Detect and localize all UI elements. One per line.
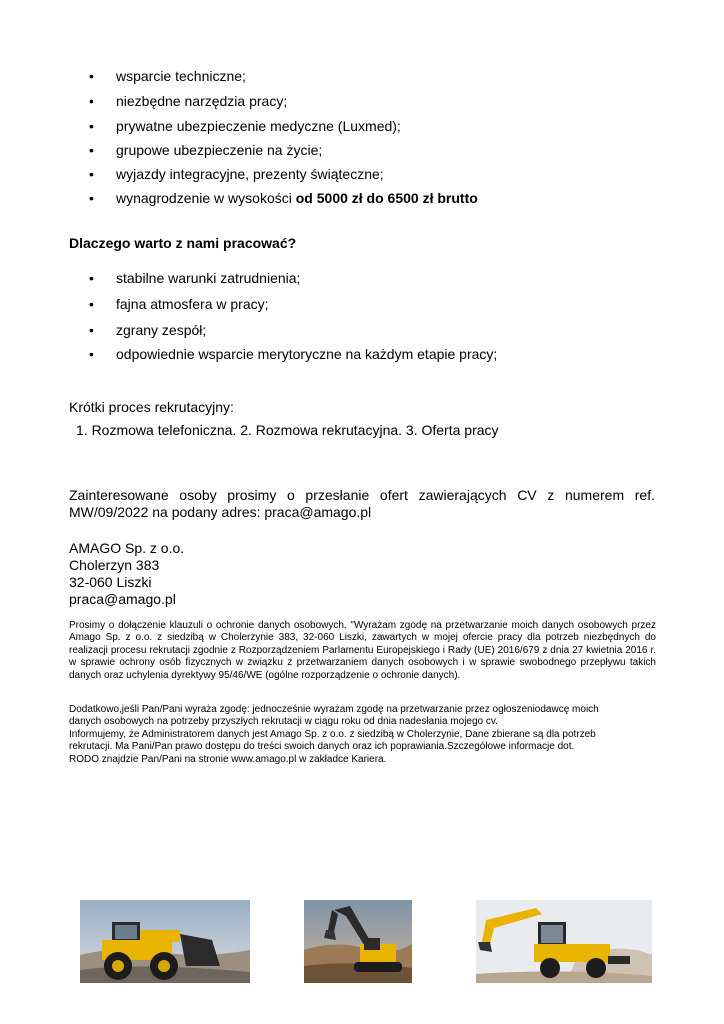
contact-paragraph xyxy=(69,487,655,521)
company-name: AMAGO Sp. z o.o. xyxy=(69,540,185,556)
wheel-loader-photo xyxy=(80,900,250,983)
list-item: • grupowe ubezpieczenie na życie; xyxy=(89,142,323,158)
list-item: • stabilne warunki zatrudnienia; xyxy=(89,270,301,286)
rodo-info: Dodatkowo,jeśli Pan/Pani wyraża zgodę: jednocześnie wyrażam zgodę na przetwarzanie przez ogłoszeniodawcę moich danych osobowych na potrzeby przyszłych rekrutacji w ciągu roku od dnia nadesłania mojego cv. Informujemy, że Administratorem danych jest Amago Sp. z o.o. z siedzibą w Cholerzynie, Dane zbierane są dla potrzeb rekrutacji. Ma Pani/Pan prawo dostępu do treści swoich danych oraz ich poprawiania.Szczegółowe informacje dot. RODO znajdzie Pan/Pani na stronie www.amago.pl w zakładce Kariera. xyxy=(69,704,599,765)
salary-item: • wynagrodzenie w wysokości od 5000 zł do 6500 zł brutto xyxy=(89,190,478,206)
list-item: • wyjazdy integracyjne, prezenty świąteczne; xyxy=(89,166,384,182)
process-label: Krótki proces rekrutacyjny: xyxy=(69,399,234,415)
contact-line-1: Zainteresowane osoby prosimy o przesłanie ofert zawierających CV z numerem ref. xyxy=(69,487,655,503)
list-item: • zgrany zespół; xyxy=(89,322,207,338)
email: praca@amago.pl xyxy=(69,591,176,607)
list-item: • niezbędne narzędzia pracy; xyxy=(89,93,288,109)
company-address xyxy=(69,540,184,608)
city: 32-060 Liszki xyxy=(69,574,152,590)
wheeled-excavator-photo xyxy=(476,900,652,983)
rodo-clause: Prosimy o dołączenie klauzuli o ochronie danych osobowych. "Wyrażam zgodę na przetwarzanie moich danych osobowych przez Amago Sp. z o.o. z siedzibą w Cholerzynie 383, 32-060 Liszki, zawartych w mojej ofercie pracy dla potrzeb niezbędnych do realizacji procesu rekrutacji zgodnie z Rozporządzeniem Parlamentu Europejskiego i Rady (UE) 2016/679 z dnia 27 kwietnia 2016 r. w sprawie ochrony osób fizycznych w związku z przetwarzaniem danych osobowych i w sprawie swobodnego przepływu takich danych oraz uchylenia dyrektywy 95/46/WE (ogólne rozporządzenie o ochronie danych). xyxy=(69,620,656,681)
list-item: • fajna atmosfera w pracy; xyxy=(89,296,269,312)
street: Cholerzyn 383 xyxy=(69,557,160,573)
salary-range: od 5000 zł do 6500 zł brutto xyxy=(295,190,478,206)
list-item: • wsparcie techniczne; xyxy=(89,68,246,84)
why-heading: Dlaczego warto z nami pracować? xyxy=(69,235,297,251)
benefits-list xyxy=(89,68,478,215)
excavator-photo xyxy=(304,900,412,983)
contact-line-2: MW/09/2022 na podany adres: praca@amago.pl xyxy=(69,504,372,520)
list-item: • prywatne ubezpieczenie medyczne (Luxmed); xyxy=(89,118,401,134)
process-steps: 1. Rozmowa telefoniczna. 2. Rozmowa rekrutacyjna. 3. Oferta pracy xyxy=(76,422,499,438)
why-list xyxy=(89,270,497,372)
list-item: • odpowiednie wsparcie merytoryczne na każdym etapie pracy; xyxy=(89,346,498,362)
